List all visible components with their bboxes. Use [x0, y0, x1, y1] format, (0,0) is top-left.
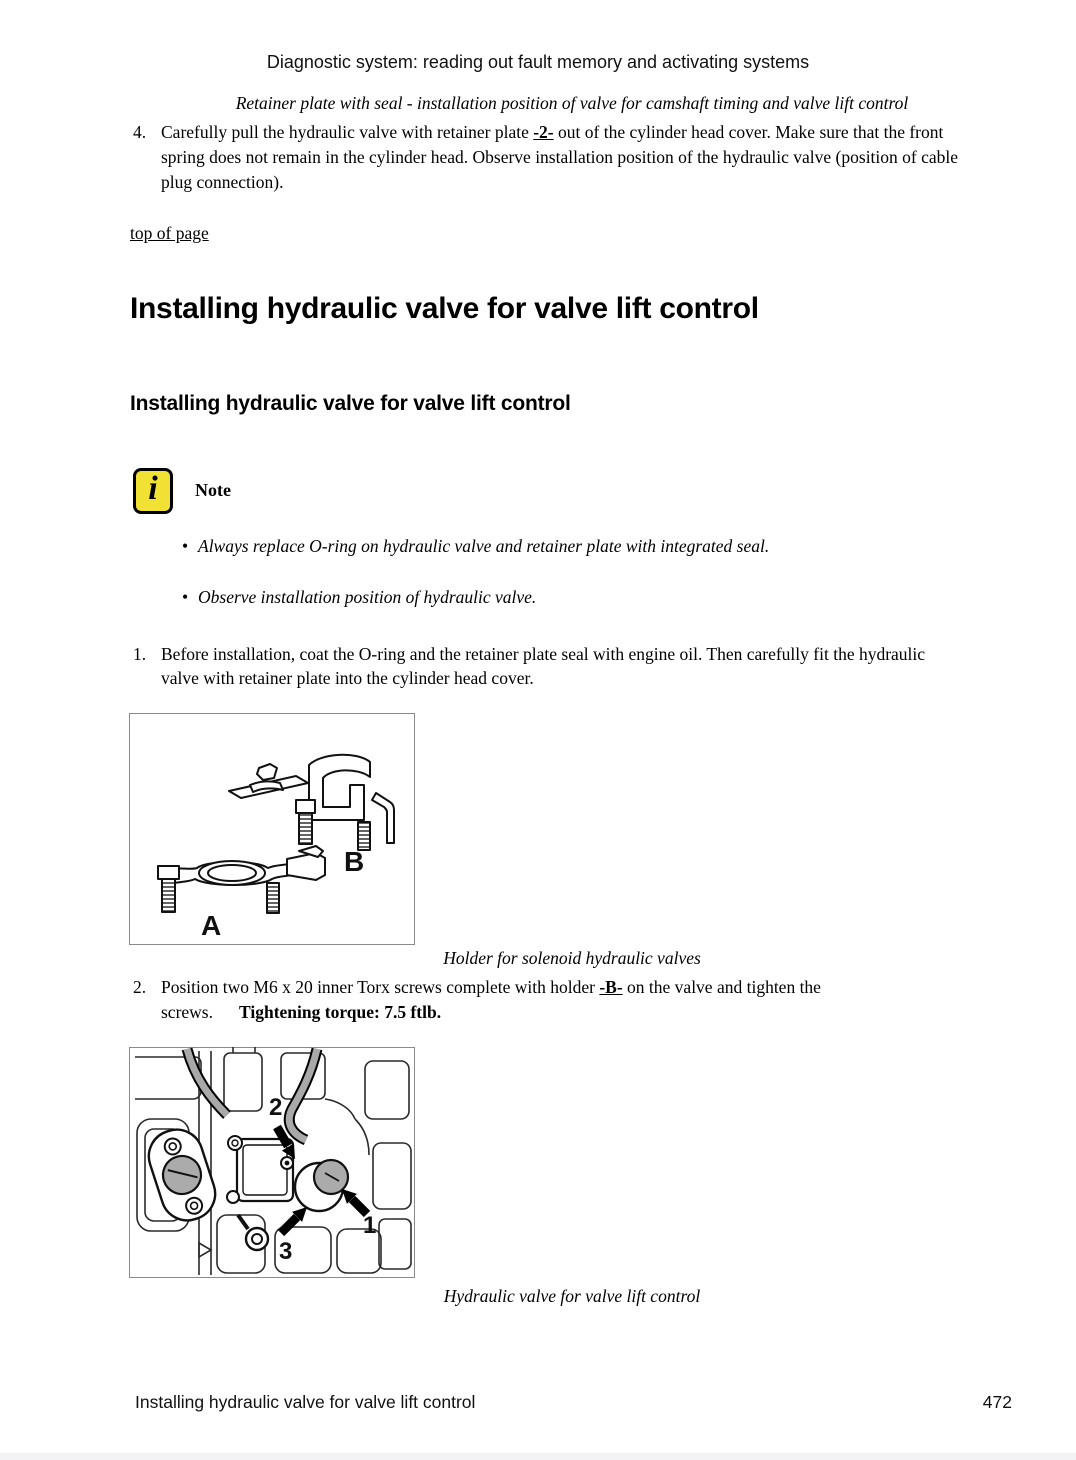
footer-page-number: 472 [982, 1392, 1012, 1412]
list-item-step2 [133, 975, 1076, 1025]
engine-line-drawing [129, 1047, 415, 1278]
note-header [133, 468, 1076, 514]
step-text-after: on the valve and tighten the screws. [161, 977, 821, 1023]
figure-label-3: 3 [279, 1237, 293, 1265]
step-text-before: Carefully pull the hydraulic valve with retainer plate [161, 122, 534, 142]
step-text-after: out of the cylinder head cover. Make sure that the front spring does not remain in the cylinder head. Observe installation position of the hydraulic valve (position of cable plug connection). [161, 122, 959, 192]
torque-spec: Tightening torque: 7.5 ftlb. [239, 1002, 442, 1023]
page-title: Installing hydraulic valve for valve lift control [130, 291, 759, 325]
note-label: Note [195, 480, 231, 501]
figure-valve-drawing [129, 1047, 415, 1278]
page-header-title: Diagnostic system: reading out fault memory and activating systems [266, 52, 810, 72]
list-item-step4 [133, 120, 1076, 195]
ref-link-2[interactable]: -2- [533, 122, 554, 142]
figure-caption: Hydraulic valve for valve lift control [443, 1285, 701, 1306]
info-icon: i [133, 468, 173, 514]
bullet-marker: • [182, 586, 189, 607]
bullet-text: Always replace O-ring on hydraulic valve and retainer plate with integrated seal. [198, 535, 770, 556]
figure-label-2: 2 [269, 1093, 283, 1121]
top-of-page-link[interactable]: top of page [130, 222, 209, 243]
bullet-marker: • [182, 535, 189, 556]
figure-caption-previous: Retainer plate with seal - installation position of valve for camshaft timing and valve lift control [235, 93, 909, 113]
step-number: 1. [133, 643, 147, 664]
figure-label-b: B [344, 846, 365, 878]
figure-caption: Holder for solenoid hydraulic valves [443, 948, 701, 969]
section-subtitle: Installing hydraulic valve for valve lift control [130, 391, 571, 415]
bullet-text: Observe installation position of hydraulic valve. [198, 586, 537, 607]
note-bullet-item [182, 536, 1076, 557]
footer-section-title: Installing hydraulic valve for valve lift control [135, 1392, 476, 1412]
figure-label-a: A [201, 910, 222, 942]
list-item-step1 [133, 642, 1076, 692]
ref-link-b[interactable]: -B- [599, 977, 623, 998]
holder-line-drawing [129, 713, 415, 945]
page-footer [0, 1392, 1076, 1413]
step-text [161, 975, 961, 1025]
figure-label-1: 1 [363, 1211, 377, 1239]
step-number: 2. [133, 977, 147, 998]
step-text: Before installation, coat the O-ring and the retainer plate seal with engine oil. Then carefully fit the hydraulic valve with retainer plate into the cylinder head cover. [161, 643, 926, 689]
step-text-before: Position two M6 x 20 inner Torx screws complete with holder [161, 977, 600, 998]
bottom-edge-strip [0, 1453, 1076, 1460]
note-bullet-item [182, 587, 1076, 608]
step-number: 4. [133, 122, 147, 142]
figure-holder-drawing [129, 713, 415, 945]
step-text [161, 120, 961, 195]
